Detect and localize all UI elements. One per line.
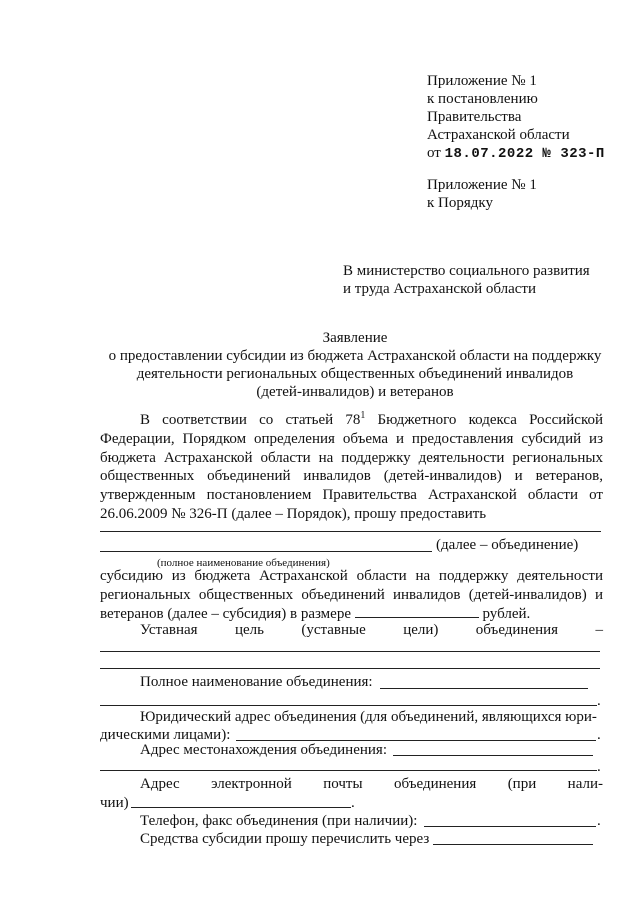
charter-goal-line-1[interactable] [100, 651, 600, 652]
appendix-line-2: к постановлению [427, 91, 538, 107]
date-prefix: от [427, 145, 441, 161]
appendix-header [427, 72, 605, 163]
org-suffix: (далее – объединение) [436, 537, 579, 553]
email-label: Адрес электронной почты объединения (при нали- [140, 776, 603, 792]
appendix-line-4: Астраханской области [427, 127, 570, 143]
full-name-field[interactable] [380, 688, 588, 689]
phone-label: Телефон, факс объединения (при наличии): [140, 813, 418, 829]
phone-field[interactable] [424, 826, 596, 827]
title-line-2: деятельности региональных общественных объединений инвалидов [136, 366, 574, 382]
appendix-order-header [427, 176, 537, 212]
appendix-order-line-2: к Порядку [427, 195, 493, 211]
full-name-line-2[interactable] [100, 705, 597, 706]
legal-address-label-2: дическими лицами): [100, 727, 231, 743]
intro-text-2: Бюджетного кодекса Российской Федерации, Порядком определения объема и предоставления субсидий из бюджета Астраханской области на поддержку деятельности региональных общественных объединений инвалидов (детей-инвалидов) и ветеранов, утвержденным постановлением Правительства Астраханской области от 26.06.2009 № 326-П (далее – Порядок), прошу предоставить [100, 412, 603, 522]
location-address-line-2[interactable] [100, 770, 597, 771]
subsidy-paragraph [100, 567, 603, 623]
subsidy-text: субсидию из бюджета Астраханской области на поддержку деятельности региональных общественных объединений инвалидов (детей-инвалидов) и ветеранов (далее – субсидия) в размере [100, 568, 603, 622]
org-name-line-2[interactable] [100, 551, 432, 552]
addressee-line-1: В министерство социального развития [343, 263, 590, 279]
rubles-label: рублей. [482, 605, 531, 622]
decree-date-number: 18.07.2022 № 323-П [444, 146, 605, 162]
transfer-label: Средства субсидии прошу перечислить через [140, 831, 430, 847]
charter-goal-label: Уставная цель (уставные цели) объединения – [140, 622, 603, 638]
title-line-3: (детей-инвалидов) и ветеранов [256, 384, 454, 400]
email-field[interactable] [131, 807, 351, 808]
title-line-1: о предоставлении субсидии из бюджета Астраханской области на поддержку [108, 348, 602, 364]
document-title [100, 329, 610, 401]
transfer-field[interactable] [433, 844, 593, 845]
appendix-line-3: Правительства [427, 109, 522, 125]
location-address-label: Адрес местонахождения объединения: [140, 742, 387, 758]
addressee-line-2: и труда Астраханской области [343, 281, 537, 297]
article-superscript: 1 [360, 410, 366, 421]
intro-paragraph [100, 411, 603, 524]
legal-address-label: Юридический адрес объединения (для объединений, являющихся юри- [140, 709, 597, 725]
location-address-field[interactable] [393, 755, 593, 756]
org-name-line-1[interactable] [100, 531, 601, 532]
charter-goal-line-2[interactable] [100, 668, 600, 669]
addressee [343, 262, 590, 298]
title-heading: Заявление [322, 330, 388, 346]
intro-text-1: В соответствии со статьей 78 [140, 412, 361, 428]
subsidy-amount-field[interactable] [355, 605, 479, 618]
appendix-order-line-1: Приложение № 1 [427, 177, 537, 193]
full-name-label: Полное наименование объединения: [140, 674, 373, 690]
email-label-2: чии) [100, 795, 129, 811]
appendix-date-line [427, 144, 605, 163]
appendix-line-1: Приложение № 1 [427, 73, 537, 89]
org-caption: (полное наименование объединения) [157, 557, 330, 569]
